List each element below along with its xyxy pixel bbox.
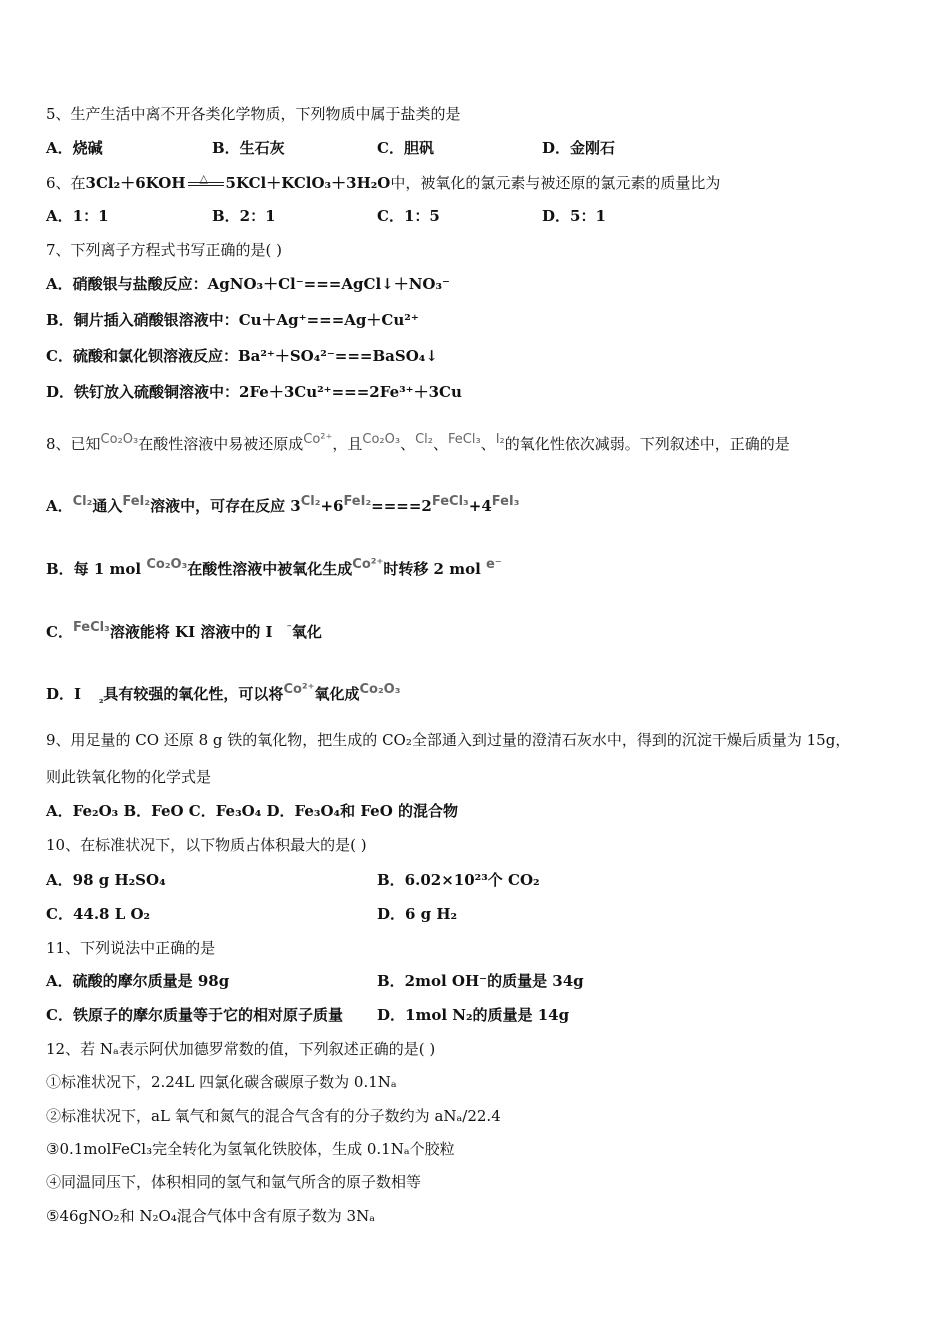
q10-stem: 10、在标准状况下，以下物质占体积最大的是( )	[46, 836, 367, 854]
q6-option-b: B．2：1	[212, 207, 276, 225]
q7-option-b	[46, 310, 419, 330]
q12-statement-3: ③0.1molFeCl₃完全转化为氢氧化铁胶体，生成 0.1Nₐ个胶粒	[46, 1140, 455, 1158]
q9-stem-line1: 9、用足量的 CO 还原 8 g 铁的氧化物，把生成的 CO₂全部通入到过量的澄清石灰水中，得到的沉淀干燥后质量为 15g，	[46, 731, 851, 749]
q8-text: 8、已知	[46, 435, 101, 453]
q8-option-c	[46, 618, 322, 642]
formula-co2plus: Co²⁺	[283, 682, 315, 697]
q7-option-d	[46, 382, 462, 402]
q11-option-d: D．1mol N₂的质量是 14g	[377, 1006, 570, 1024]
q7-option-a	[46, 274, 450, 294]
superscript-minus: ⁻	[286, 623, 292, 634]
q11-option-b: B．2mol OH⁻的质量是 34g	[377, 972, 584, 990]
subscript-two: ₂	[99, 695, 104, 706]
q12-statement-5: ⑤46gNO₂和 N₂O₄混合气体中含有原子数为 3Nₐ	[46, 1207, 376, 1225]
q6-option-d: D．5：1	[542, 207, 606, 225]
q7-c-equation: Ba²⁺＋SO₄²⁻===BaSO₄↓	[237, 347, 438, 365]
option-label: C．	[46, 623, 73, 641]
q10-option-b: B．6.02×10²³个 CO₂	[377, 871, 540, 889]
q6-option-a: A．1：1	[46, 207, 109, 225]
formula-fecl3: FeCl₃	[448, 432, 481, 447]
q9-stem-line2: 则此铁氧化物的化学式是	[46, 768, 212, 786]
q11-option-c: C．铁原子的摩尔质量等于它的相对原子质量	[46, 1006, 343, 1024]
q12-stem: 12、若 Nₐ表示阿伏加德罗常数的值，下列叙述正确的是( )	[46, 1040, 436, 1058]
formula-co2o3: Co₂O₃	[100, 432, 139, 447]
q7-d-equation: 2Fe＋3Cu²⁺===2Fe³⁺＋3Cu	[239, 383, 462, 401]
q10-option-d: D．6 g H₂	[377, 905, 458, 923]
q8-text: B．每 1 mol	[46, 560, 147, 578]
q8-text: 通入	[92, 497, 123, 515]
q6-products: 5KCl＋KClO₃＋3H₂O	[225, 174, 391, 192]
formula-cl2: Cl₂	[415, 432, 433, 447]
q7-d-label: D．铁钉放入硫酸铜溶液中：	[46, 383, 240, 401]
q12-statement-4: ④同温同压下，体积相同的氢气和氩气所含的原子数相等	[46, 1173, 422, 1191]
formula-fecl3: FeCl₃	[431, 494, 469, 509]
formula-co2plus: Co²⁺	[303, 432, 333, 447]
q7-c-label: C．硫酸和氯化钡溶液反应：	[46, 347, 238, 365]
formula-fei3: FeI₃	[491, 494, 520, 509]
q6-reactants: 3Cl₂＋6KOH	[85, 174, 186, 192]
separator: 、	[432, 435, 448, 453]
q8-text: 的氧化性依次减弱。下列叙述中，正确的是	[504, 435, 790, 453]
q10-option-c: C．44.8 L O₂	[46, 905, 151, 923]
q7-stem: 7、下列离子方程式书写正确的是( )	[46, 241, 283, 259]
q8-text: +4	[468, 497, 492, 515]
q11-option-a: A．硫酸的摩尔质量是 98g	[46, 972, 230, 990]
separator: 、	[480, 435, 496, 453]
q10-option-a: A．98 g H₂SO₄	[46, 871, 166, 889]
q8-text: ====2	[371, 497, 432, 515]
q8-option-b	[46, 555, 502, 579]
heating-arrow	[186, 172, 226, 192]
formula-electron: e⁻	[486, 557, 502, 572]
q7-a-equation: AgNO₃＋Cl⁻===AgCl↓＋NO₃⁻	[207, 275, 450, 293]
formula-co2o3: Co₂O₃	[359, 682, 401, 697]
q8-text: 在酸性溶液中被氧化生成	[187, 560, 353, 578]
q8-text: 溶液中，可存在反应 3	[150, 497, 301, 515]
formula-i2: I₂	[495, 432, 505, 447]
q6-suffix: 中，被氧化的氯元素与被还原的氯元素的质量比为	[390, 174, 721, 192]
q11-stem: 11、下列说法中正确的是	[46, 939, 216, 957]
separator: 、	[400, 435, 416, 453]
q8-text: ，且	[332, 435, 363, 453]
q5-option-d: D．金刚石	[542, 139, 616, 157]
q8-stem	[46, 430, 790, 454]
heat-triangle-icon: △	[199, 172, 208, 185]
q8-text: 具有较强的氧化性，可以将	[103, 685, 284, 703]
q7-a-label: A．硝酸银与盐酸反应：	[46, 275, 208, 293]
q8-option-d	[46, 680, 400, 704]
q5-option-a: A．烧碱	[46, 139, 103, 157]
q12-statement-2: ②标准状况下，aL 氧气和氮气的混合气含有的分子数约为 aNₐ/22.4	[46, 1107, 501, 1125]
option-label: A．	[46, 497, 73, 515]
q8-text: 溶液能将 KI 溶液中的 I	[109, 623, 273, 641]
option-label: D．I	[46, 685, 82, 703]
formula-fecl3: FeCl₃	[72, 620, 110, 635]
q9-options: A．Fe₂O₃ B．FeO C．Fe₃O₄ D．Fe₃O₄和 FeO 的混合物	[46, 802, 458, 820]
q5-option-c: C．胆矾	[377, 139, 434, 157]
q12-statement-1: ①标准状况下，2.24L 四氯化碳含碳原子数为 0.1Nₐ	[46, 1073, 397, 1091]
formula-fei2: FeI₂	[122, 494, 151, 509]
q8-text: 在酸性溶液中易被还原成	[138, 435, 304, 453]
q8-text: 氧化成	[314, 685, 360, 703]
formula-co2o3: Co₂O₃	[146, 557, 188, 572]
q7-b-label: B．铜片插入硝酸银溶液中：	[46, 311, 239, 329]
q7-option-c	[46, 346, 438, 366]
q8-text: 时转移 2 mol	[383, 560, 487, 578]
q5-option-b: B．生石灰	[212, 139, 285, 157]
formula-cl2: Cl₂	[72, 494, 93, 509]
q5-stem: 5、生产生活中离不开各类化学物质，下列物质中属于盐类的是	[46, 105, 461, 123]
q6-prefix: 6、在	[46, 174, 86, 192]
formula-fei2: FeI₂	[343, 494, 372, 509]
q6-stem	[46, 172, 720, 193]
q8-text: +6	[320, 497, 344, 515]
q8-option-a	[46, 492, 519, 516]
formula-co2o3: Co₂O₃	[362, 432, 401, 447]
formula-cl2: Cl₂	[300, 494, 321, 509]
q7-b-equation: Cu＋Ag⁺===Ag＋Cu²⁺	[238, 311, 419, 329]
formula-co2plus: Co²⁺	[352, 557, 384, 572]
q8-text: 氧化	[291, 623, 322, 641]
q6-option-c: C．1：5	[377, 207, 440, 225]
